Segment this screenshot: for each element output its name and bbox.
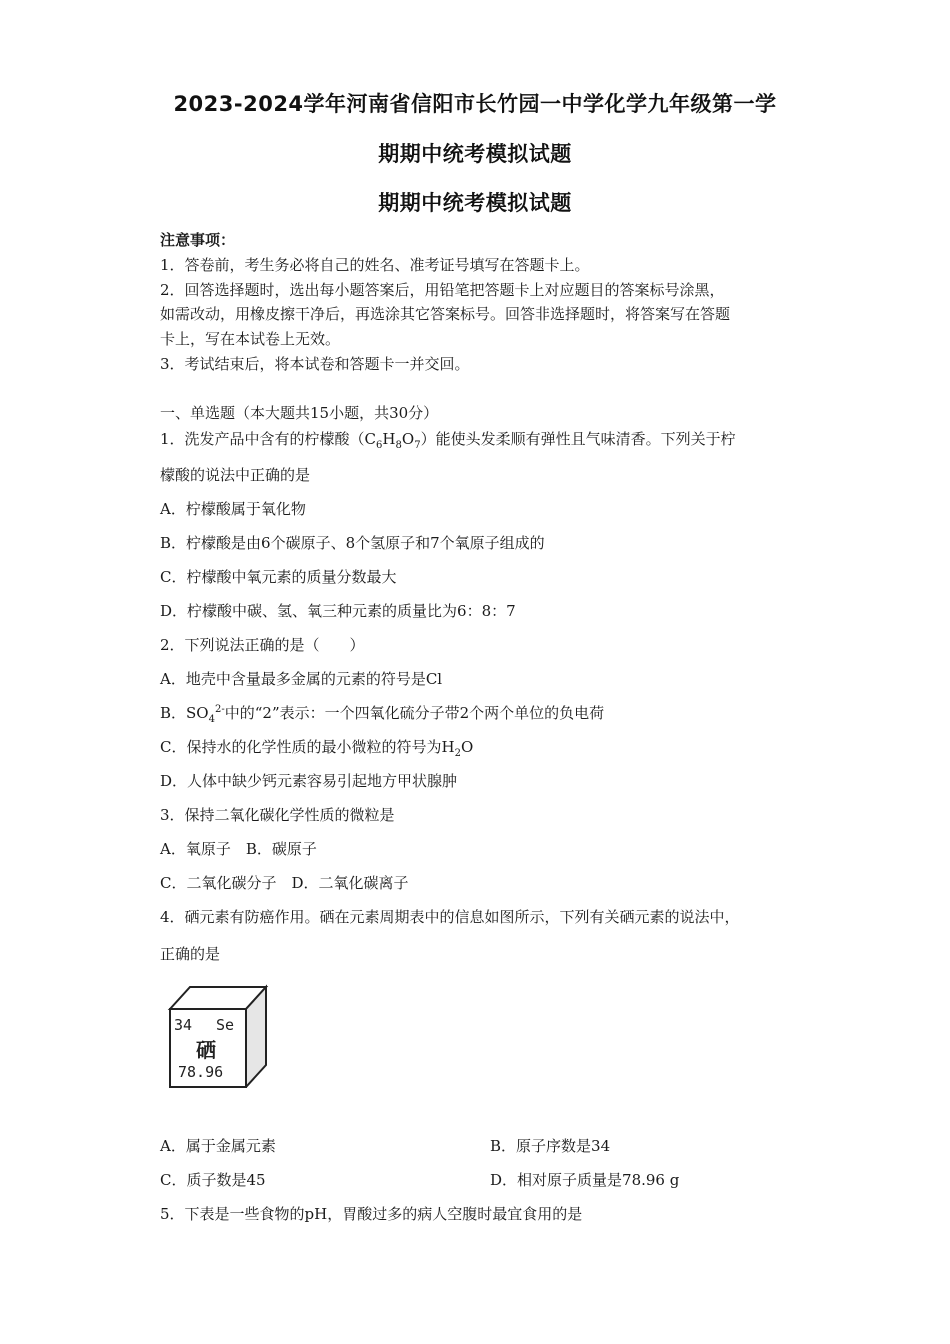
- q2-c-part: O: [460, 738, 474, 756]
- notice-item: 3．考试结束后，将本试卷和答题卡一并交回。: [160, 355, 470, 373]
- page-title-line-2: 期期中统考模拟试题: [378, 142, 572, 166]
- q1-option-b: B．柠檬酸是由6个碳原子、8个氢原子和7个氧原子组成的: [160, 534, 545, 552]
- q1-stem-part: H: [382, 430, 396, 448]
- page-title-line-1: 2023-2024学年河南省信阳市长竹园一中学化学九年级第一学: [173, 92, 777, 116]
- q1-subscript: 7: [414, 440, 421, 451]
- q1-subscript: 8: [395, 440, 402, 451]
- q4-option-a: A．属于金属元素: [160, 1137, 276, 1155]
- notice-heading: 注意事项：: [160, 231, 236, 249]
- question-3-stem: 3．保持二氧化碳化学性质的微粒是: [160, 806, 395, 824]
- notice-item: 卡上，写在本试卷上无效。: [160, 330, 341, 348]
- question-1-stem: [160, 428, 736, 451]
- q4-option-d: D．相对原子质量是78.96 g: [490, 1171, 680, 1189]
- q2-option-c: [160, 736, 473, 759]
- q3-options-row-2: C．二氧化碳分子 D．二氧化碳离子: [160, 874, 409, 892]
- q1-stem-part: ）能使头发柔顺有弹性且气味清香。下列关于柠: [420, 430, 736, 448]
- q2-option-a: A．地壳中含量最多金属的元素的符号是Cl: [160, 670, 443, 688]
- element-atomic-mass: 78.96: [178, 1063, 224, 1081]
- q2-c-subscript: 2: [454, 748, 461, 759]
- q4-option-b: B．原子序数是34: [490, 1137, 611, 1155]
- q1-subscript: 6: [376, 440, 383, 451]
- section-heading: 一、单选题（本大题共15小题，共30分）: [160, 404, 439, 422]
- notice-item: 1．答卷前，考生务必将自己的姓名、准考证号填写在答题卡上。: [160, 256, 590, 274]
- q2-option-d: D．人体中缺少钙元素容易引起地方甲状腺肿: [160, 772, 458, 790]
- question-1-stem-line-2: 檬酸的说法中正确的是: [160, 466, 311, 484]
- question-5-stem: 5．下表是一些食物的pH，胃酸过多的病人空腹时最宜食用的是: [160, 1205, 583, 1223]
- q1-option-a: A．柠檬酸属于氧化物: [160, 500, 306, 518]
- q1-stem-part: 1．洗发产品中含有的柠檬酸（C: [160, 430, 377, 448]
- q1-stem-part: O: [401, 430, 415, 448]
- q1-option-c: C．柠檬酸中氧元素的质量分数最大: [160, 568, 397, 586]
- page-title-line-3: 期期中统考模拟试题: [378, 191, 572, 215]
- notice-item: 2．回答选择题时，选出每小题答案后，用铅笔把答题卡上对应题目的答案标号涂黑，: [160, 281, 725, 299]
- question-4-stem: 4．硒元素有防癌作用。硒在元素周期表中的信息如图所示，下列有关硒元素的说法中，: [160, 908, 740, 926]
- q2-b-part: 中的“2”表示：一个四氧化硫分子带2个两个单位的负电荷: [224, 704, 605, 722]
- question-4-stem-line-2: 正确的是: [160, 945, 221, 963]
- element-name: 硒: [196, 1038, 216, 1062]
- q2-c-part: C．保持水的化学性质的最小微粒的符号为H: [160, 738, 455, 756]
- question-2-stem: 2．下列说法正确的是（ ）: [160, 636, 365, 654]
- q2-b-superscript: 2-: [214, 704, 225, 715]
- element-atomic-number: 34: [174, 1016, 193, 1034]
- q3-options-row-1: A．氧原子 B．碳原子: [160, 840, 317, 858]
- element-symbol: Se: [216, 1016, 235, 1034]
- q2-b-subscript: 4: [208, 714, 215, 725]
- q4-option-c: C．质子数是45: [160, 1171, 266, 1189]
- q1-option-d: D．柠檬酸中碳、氢、氧三种元素的质量比为6：8：7: [160, 602, 516, 620]
- q2-option-b: [160, 702, 604, 725]
- notice-item: 如需改动，用橡皮擦干净后，再选涂其它答案标号。回答非选择题时，将答案写在答题: [160, 305, 731, 323]
- q2-b-part: B．SO: [160, 704, 209, 722]
- element-cell-figure: [166, 983, 270, 1088]
